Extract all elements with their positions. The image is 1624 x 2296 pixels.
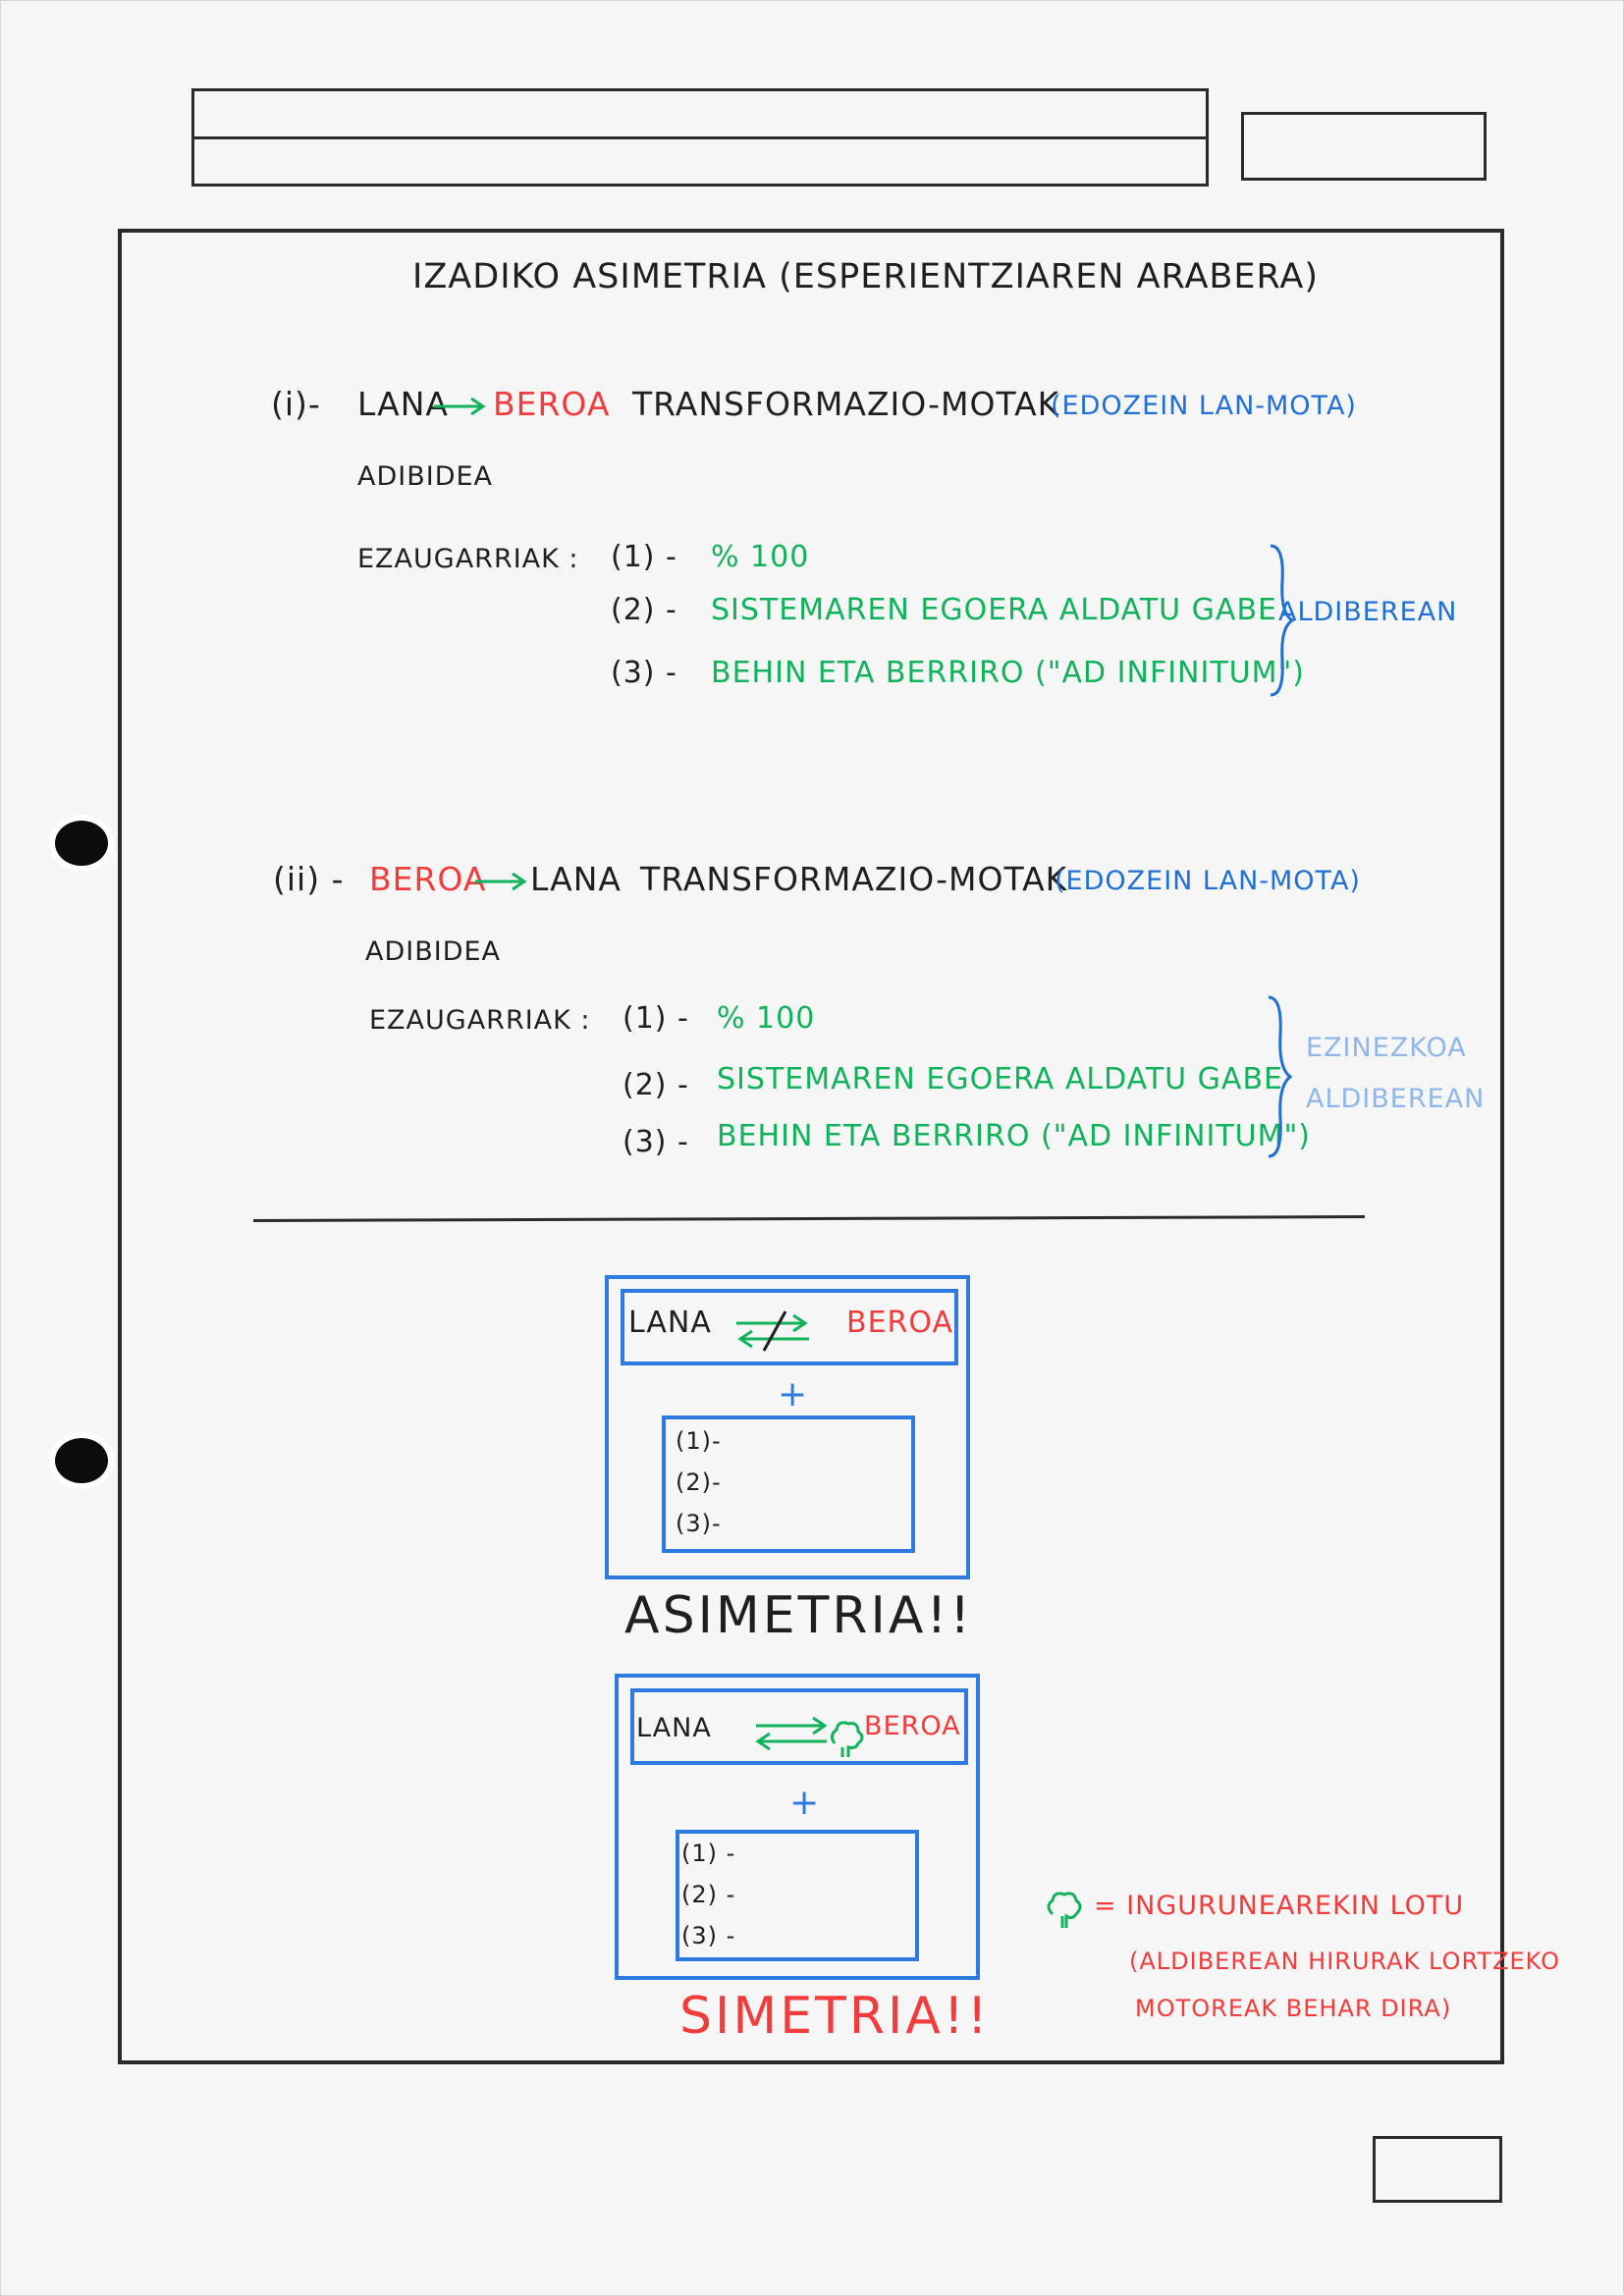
page-title: IZADIKO ASIMETRIA (ESPERIENTZIAREN ARABERA) (412, 257, 1320, 296)
section-i-example-label: ADIBIDEA (357, 461, 494, 492)
symmetry-condition: (1) - (681, 1840, 736, 1867)
section-i-item-text: SISTEMAREN EGOERA ALDATU GABE (711, 593, 1277, 627)
environment-symbol-icon (1043, 1887, 1088, 1930)
symmetry-right-label: BEROA (864, 1711, 961, 1741)
section-i-item-num: (3) - (611, 656, 677, 690)
section-i-to: BEROA (493, 385, 611, 423)
asymmetry-left-label: LANA (628, 1306, 712, 1340)
section-ii-item-text: % 100 (717, 1001, 816, 1036)
asymmetry-right-label: BEROA (846, 1306, 953, 1340)
section-ii-brace-note-1: EZINEZKOA (1306, 1033, 1467, 1063)
asymmetry-condition: (2)- (676, 1468, 722, 1496)
punch-hole (55, 821, 108, 866)
symmetry-condition: (2) - (681, 1881, 736, 1908)
crossed-double-arrow-icon (729, 1306, 817, 1355)
legend-note-line-1: (ALDIBEREAN HIRURAK LORTZEKO (1129, 1948, 1560, 1975)
legend-definition: = INGURUNEAREKIN LOTU (1094, 1891, 1465, 1921)
section-i-item-text: BEHIN ETA BERRIRO ("AD INFINITUM") (711, 656, 1306, 690)
section-i-item-text: % 100 (711, 540, 810, 574)
symmetry-caption: SIMETRIA!! (679, 1987, 991, 2046)
section-ii-features-label: EZAUGARRIAK : (369, 1005, 591, 1036)
arrow-right-icon (473, 870, 530, 893)
section-i-brace-note: ALDIBEREAN (1278, 597, 1458, 627)
section-i-note: (EDOZEIN LAN-MOTA) (1051, 391, 1357, 421)
double-arrow-with-environment-icon (748, 1710, 866, 1759)
symmetry-plus: + (789, 1783, 821, 1823)
section-i-features-label: EZAUGARRIAK : (357, 544, 579, 574)
section-ii-to: LANA (530, 860, 622, 898)
symmetry-condition: (3) - (681, 1922, 736, 1949)
section-i-heading: TRANSFORMAZIO-MOTAK (632, 385, 1060, 423)
asymmetry-condition: (3)- (676, 1510, 722, 1537)
section-ii-item-text: BEHIN ETA BERRIRO ("AD INFINITUM") (717, 1119, 1312, 1153)
page-number-box (1373, 2136, 1502, 2203)
section-ii-item-num: (3) - (623, 1125, 689, 1159)
section-i-item-num: (1) - (611, 540, 677, 574)
punch-hole (55, 1438, 108, 1483)
symmetry-left-label: LANA (636, 1713, 712, 1743)
name-field-divider (191, 136, 1209, 139)
section-ii-example-label: ADIBIDEA (365, 936, 502, 967)
section-ii-marker: (ii) - (273, 860, 345, 898)
asymmetry-caption: ASIMETRIA!! (624, 1586, 974, 1645)
asymmetry-plus: + (778, 1374, 809, 1415)
grade-box (1241, 112, 1487, 181)
section-ii-heading: TRANSFORMAZIO-MOTAK (640, 860, 1068, 898)
section-ii-brace-note-2: ALDIBEREAN (1306, 1084, 1486, 1114)
section-ii-from: BEROA (369, 860, 487, 898)
section-ii-item-num: (2) - (623, 1068, 689, 1102)
legend-note-line-2: MOTOREAK BEHAR DIRA) (1135, 1995, 1452, 2022)
section-ii-note: (EDOZEIN LAN-MOTA) (1055, 866, 1361, 896)
section-i-marker: (i)- (271, 385, 321, 423)
section-ii-item-num: (1) - (623, 1001, 689, 1036)
arrow-right-icon (432, 395, 489, 418)
asymmetry-condition: (1)- (676, 1427, 722, 1455)
section-ii-item-text: SISTEMAREN EGOERA ALDATU GABE (717, 1062, 1283, 1096)
section-i-from: LANA (357, 385, 449, 423)
section-i-item-num: (2) - (611, 593, 677, 627)
brace-icon (1265, 993, 1294, 1160)
